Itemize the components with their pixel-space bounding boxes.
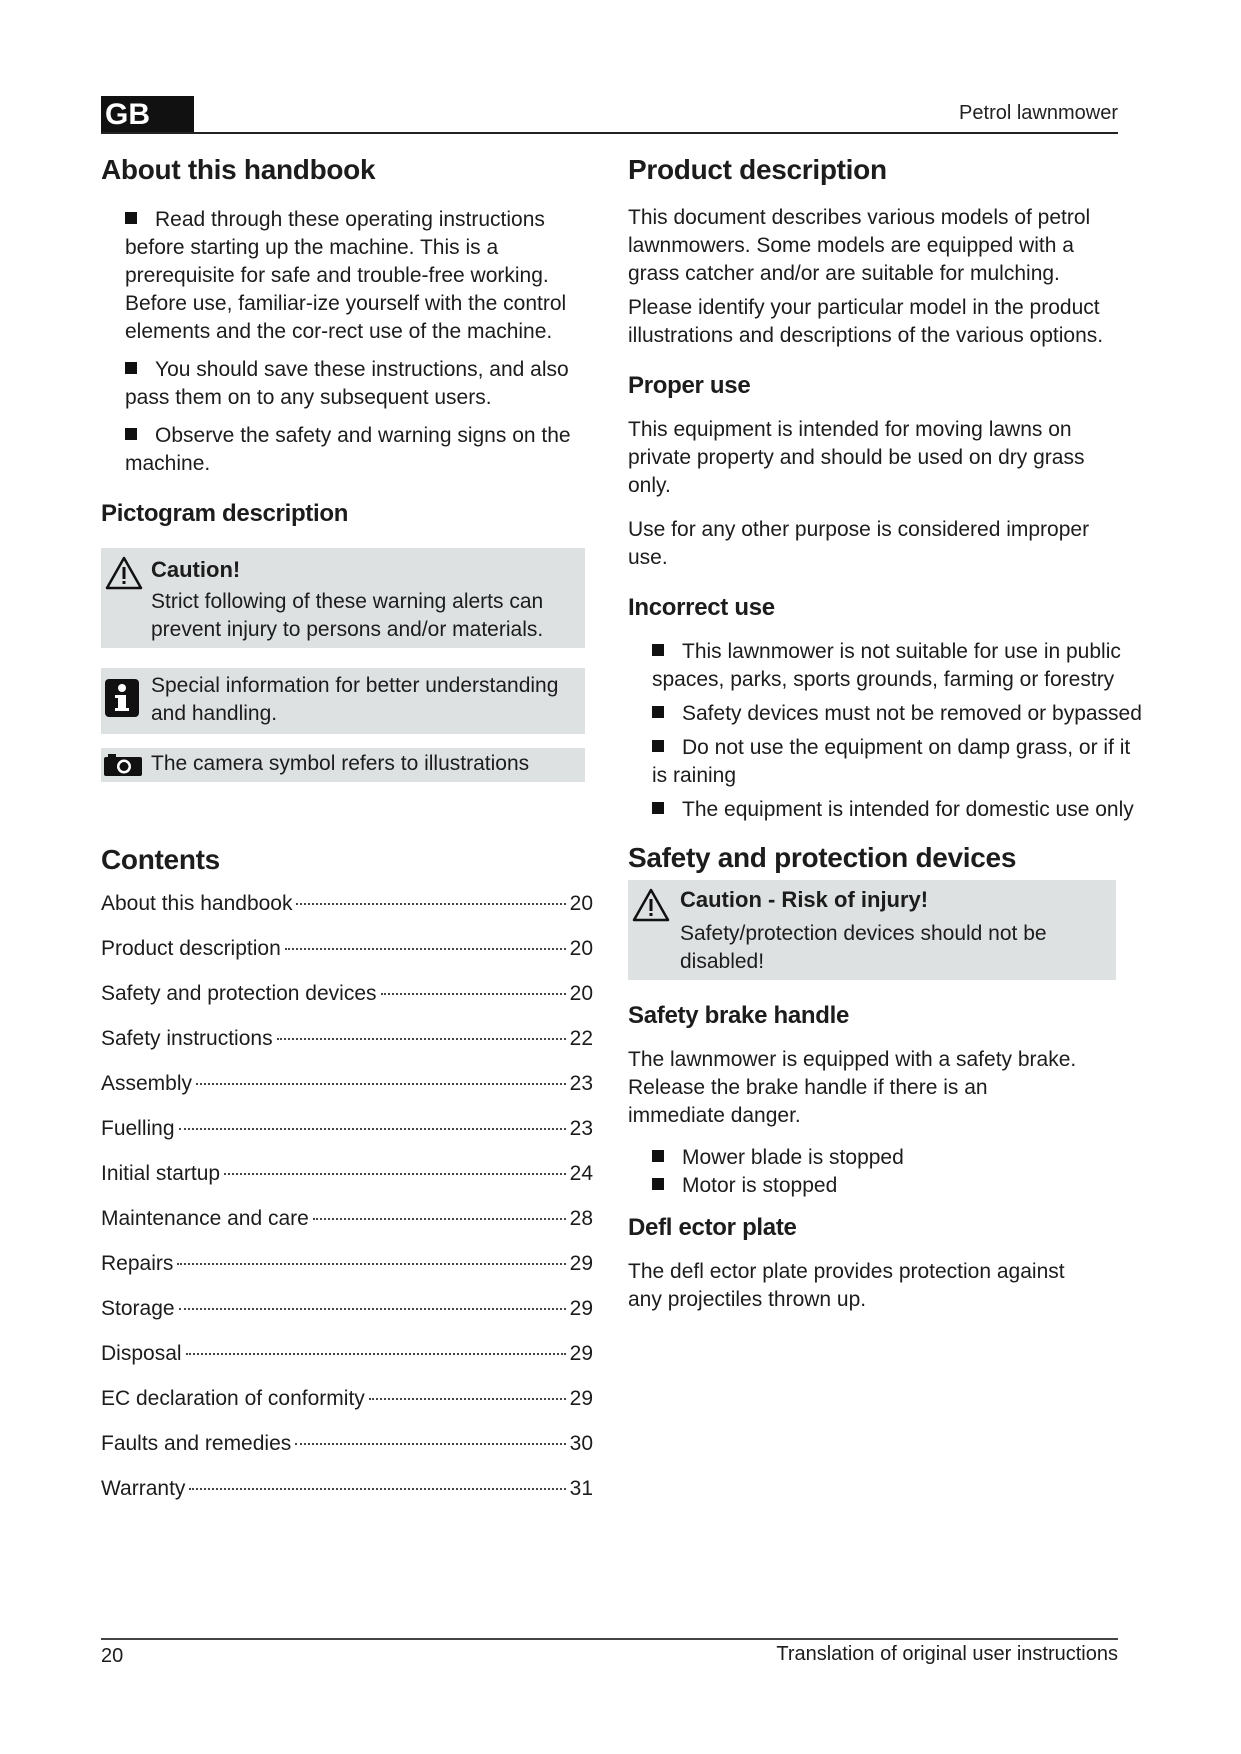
about-bullets (101, 206, 605, 478)
toc-entry[interactable]: Repairs 29 (101, 1252, 593, 1275)
toc-entry[interactable]: Safety instructions 22 (101, 1027, 593, 1050)
toc-entry[interactable]: Product description 20 (101, 937, 593, 960)
brake-bullets (628, 1144, 1128, 1200)
incorrect-use-heading: Incorrect use (628, 594, 775, 621)
toc-entry[interactable]: Safety and protection devices 20 (101, 982, 593, 1005)
bullet-square-icon (652, 740, 664, 752)
bullet-square-icon (652, 1178, 664, 1190)
toc-entry[interactable]: Assembly 23 (101, 1072, 593, 1095)
list-item: Safety devices must not be removed or bypassed (652, 700, 1142, 728)
caution-notice (101, 548, 585, 648)
camera-icon (103, 753, 143, 777)
bullet-square-icon (652, 1150, 664, 1162)
toc-entry[interactable]: EC declaration of conformity 29 (101, 1387, 593, 1410)
right-column (628, 150, 1142, 1314)
toc-entry[interactable]: Maintenance and care 28 (101, 1207, 593, 1230)
caution-text: Strict following of these warning alerts can prevent injury to persons and/or materials. (151, 590, 544, 641)
info-text: Special information for better understanding and handling. (151, 674, 559, 725)
proper-use-heading: Proper use (628, 372, 751, 399)
caution-title: Caution! (151, 557, 241, 582)
info-icon (104, 678, 140, 718)
about-heading: About this handbook (101, 154, 376, 185)
bullet-square-icon (125, 212, 137, 224)
caution-injury-title: Caution - Risk of injury! (680, 887, 929, 912)
camera-notice (101, 748, 585, 782)
bullet-square-icon (125, 362, 137, 374)
header-title: Petrol lawnmower (959, 102, 1118, 124)
list-item: Do not use the equipment on damp grass, or if it is raining (652, 736, 1131, 787)
safety-devices-heading: Safety and protection devices (628, 842, 1017, 873)
bullet-square-icon (652, 802, 664, 814)
toc-entry[interactable]: Storage 29 (101, 1297, 593, 1320)
contents-heading: Contents (101, 844, 220, 875)
pictogram-heading: Pictogram description (101, 500, 349, 527)
proper-use-paragraph-1: This equipment is intended for moving lawns on private property and should be used on dry grass only. (628, 418, 1085, 497)
warning-triangle-icon (632, 888, 670, 922)
header-divider (101, 132, 1118, 134)
footer-divider (101, 1638, 1118, 1640)
list-item: Motor is stopped (652, 1172, 1128, 1200)
toc-entry[interactable]: Fuelling 23 (101, 1117, 593, 1140)
list-item: Read through these operating instructions before starting up the machine. This is a prerequisite for safe and trouble-free working. Before use, familiar-ize yourself with the control elements and the cor-rect use of the machine. (125, 208, 567, 343)
product-paragraph-1: This document describes various models of petrol lawnmowers. Some models are equipped with a grass catcher and/or are suitable for mulching. (628, 206, 1091, 285)
bullet-square-icon (652, 644, 664, 656)
list-item: Mower blade is stopped (652, 1144, 1128, 1172)
toc-entry[interactable]: Disposal 29 (101, 1342, 593, 1365)
warning-triangle-icon (105, 556, 143, 590)
language-badge: GB (101, 96, 194, 133)
proper-use-paragraph-2: Use for any other purpose is considered improper use. (628, 518, 1090, 569)
product-paragraph-2: Please identify your particular model in the product illustrations and descriptions of the various options. (628, 296, 1104, 347)
toc-entry[interactable]: Warranty 31 (101, 1477, 593, 1500)
info-notice (101, 668, 585, 734)
deflector-heading: Defl ector plate (628, 1214, 797, 1241)
incorrect-use-bullets (628, 638, 1142, 824)
page-number: 20 (101, 1645, 124, 1667)
toc-entry[interactable]: Faults and remedies 30 (101, 1432, 593, 1455)
list-item: You should save these instructions, and also pass them on to any subsequent users. (125, 358, 569, 409)
toc-entry[interactable]: Initial startup 24 (101, 1162, 593, 1185)
left-column (101, 150, 601, 1522)
footer-note: Translation of original user instructions (776, 1643, 1118, 1665)
bullet-square-icon (125, 428, 137, 440)
list-item: Observe the safety and warning signs on the machine. (125, 424, 571, 475)
product-heading: Product description (628, 154, 887, 185)
toc-entry[interactable]: About this handbook 20 (101, 892, 593, 915)
brake-heading: Safety brake handle (628, 1002, 850, 1029)
caution-injury-text: Safety/protection devices should not be disabled! (680, 922, 1047, 973)
camera-text: The camera symbol refers to illustrations (151, 752, 530, 775)
list-item: This lawnmower is not suitable for use in public spaces, parks, sports grounds, farming or forestry (652, 640, 1121, 691)
bullet-square-icon (652, 706, 664, 718)
brake-paragraph: The lawnmower is equipped with a safety brake. Release the brake handle if there is an immediate danger. (628, 1048, 1077, 1127)
table-of-contents (101, 892, 601, 1522)
deflector-paragraph: The defl ector plate provides protection against any projectiles thrown up. (628, 1260, 1065, 1311)
list-item: The equipment is intended for domestic use only (652, 796, 1142, 824)
caution-injury-notice (628, 880, 1116, 980)
